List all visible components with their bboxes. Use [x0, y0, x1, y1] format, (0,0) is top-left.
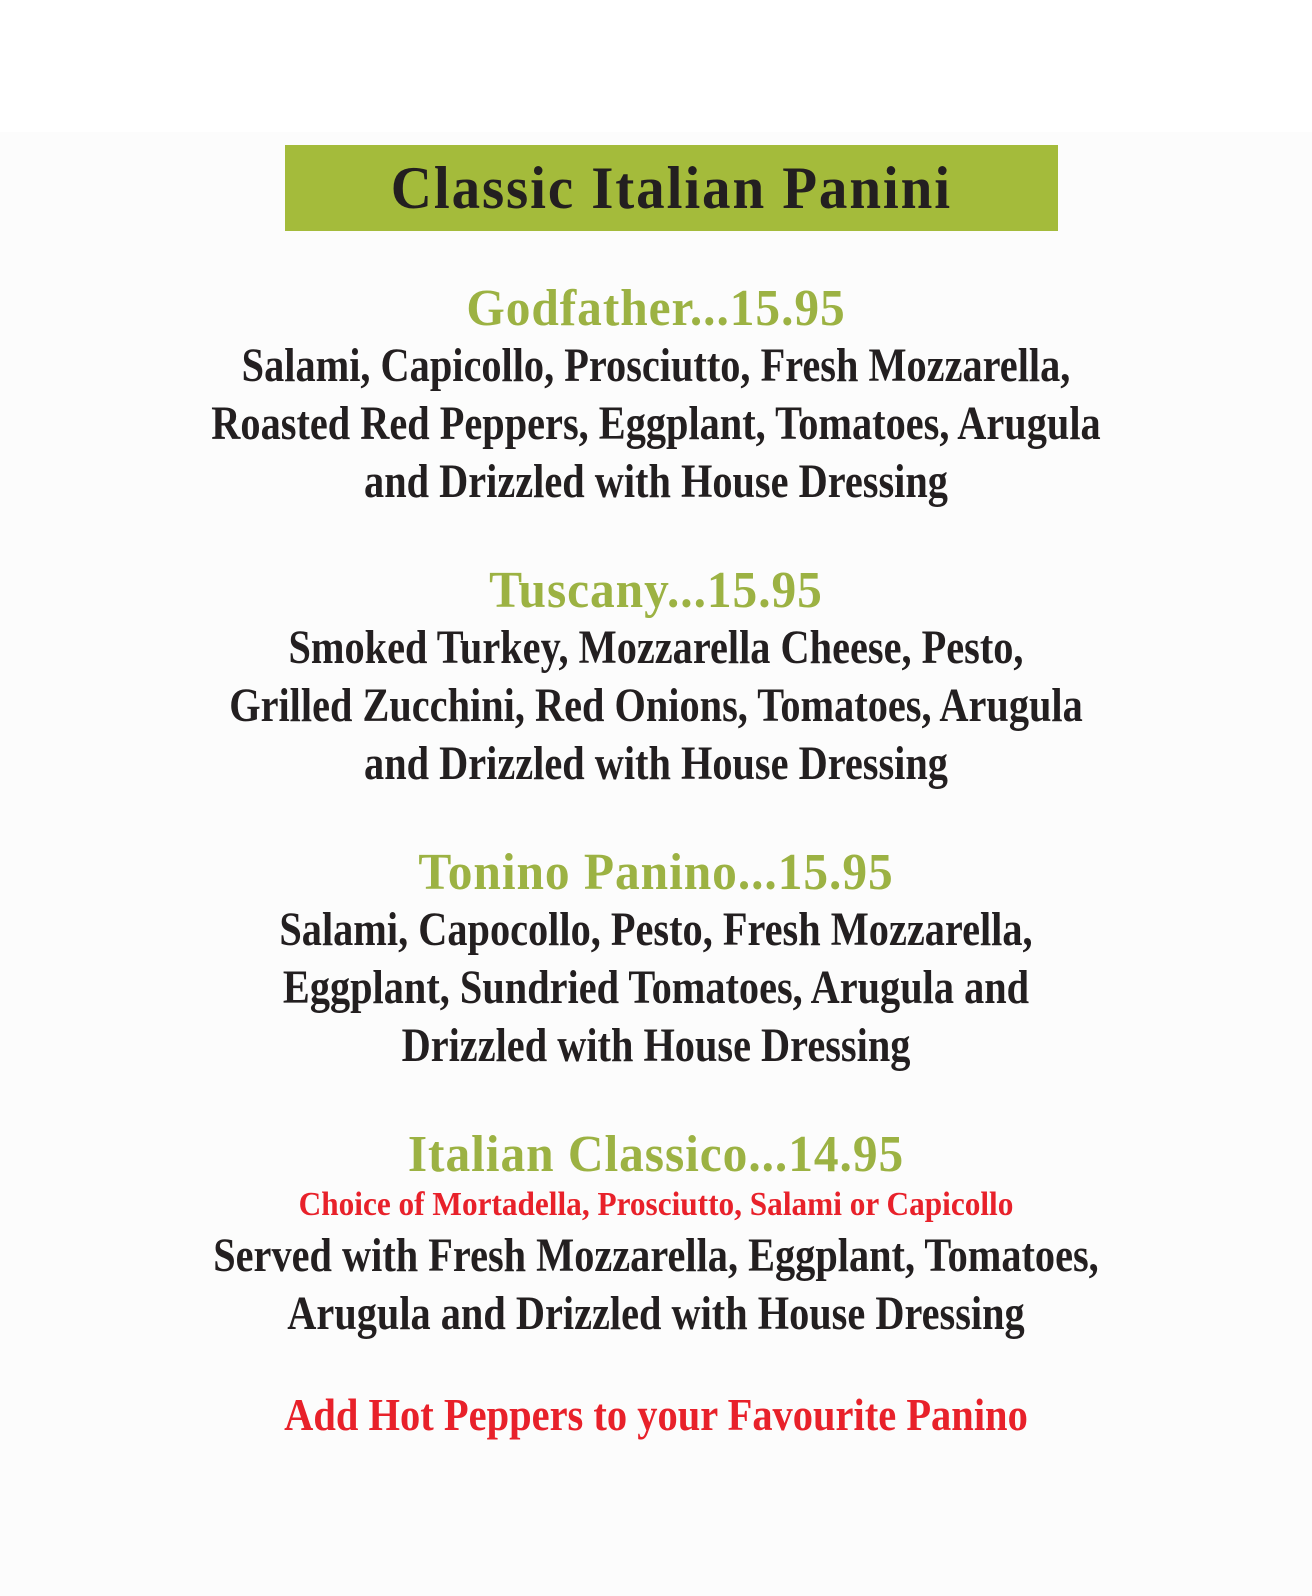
item-description-godfather	[105, 337, 1207, 511]
description-line: Smoked Turkey, Mozzarella Cheese, Pesto,	[288, 621, 1024, 674]
description-line: Arugula and Drizzled with House Dressing	[287, 1287, 1025, 1340]
item-heading-godfather: Godfather...15.95	[466, 280, 846, 337]
description-line: Roasted Red Peppers, Eggplant, Tomatoes, Arugula	[211, 397, 1101, 450]
description-line: Served with Fresh Mozzarella, Eggplant, Tomatoes,	[213, 1229, 1099, 1282]
choice-note: Choice of Mortadella, Prosciutto, Salami or Capicollo	[298, 1186, 1014, 1223]
description-line: and Drizzled with House Dressing	[364, 737, 948, 790]
section-title: Classic Italian Panini	[390, 154, 953, 221]
description-line: and Drizzled with House Dressing	[364, 455, 948, 508]
description-line: Eggplant, Sundried Tomatoes, Arugula and	[282, 961, 1030, 1014]
panini-menu-page	[0, 145, 1312, 1441]
item-heading-tonino-panino: Tonino Panino...15.95	[418, 844, 894, 901]
item-description-tuscany	[105, 619, 1207, 793]
section-title-banner	[285, 145, 1058, 231]
item-heading-tuscany: Tuscany...15.95	[489, 562, 823, 619]
menu-item-tonino-panino	[0, 845, 1312, 1075]
menu-item-tuscany	[0, 563, 1312, 793]
item-description-tonino-panino	[105, 901, 1207, 1075]
menu-item-italian-classico	[0, 1127, 1312, 1343]
menu-item-godfather	[0, 281, 1312, 511]
item-heading-italian-classico: Italian Classico...14.95	[407, 1126, 905, 1183]
footer-note: Add Hot Peppers to your Favourite Panino	[284, 1389, 1028, 1440]
description-line: Grilled Zucchini, Red Onions, Tomatoes, Arugula	[229, 679, 1083, 732]
item-description-italian-classico	[105, 1227, 1207, 1343]
description-line: Salami, Capocollo, Pesto, Fresh Mozzarella,	[279, 903, 1033, 956]
description-line: Drizzled with House Dressing	[401, 1019, 911, 1072]
description-line: Salami, Capicollo, Prosciutto, Fresh Mozzarella,	[241, 339, 1071, 392]
